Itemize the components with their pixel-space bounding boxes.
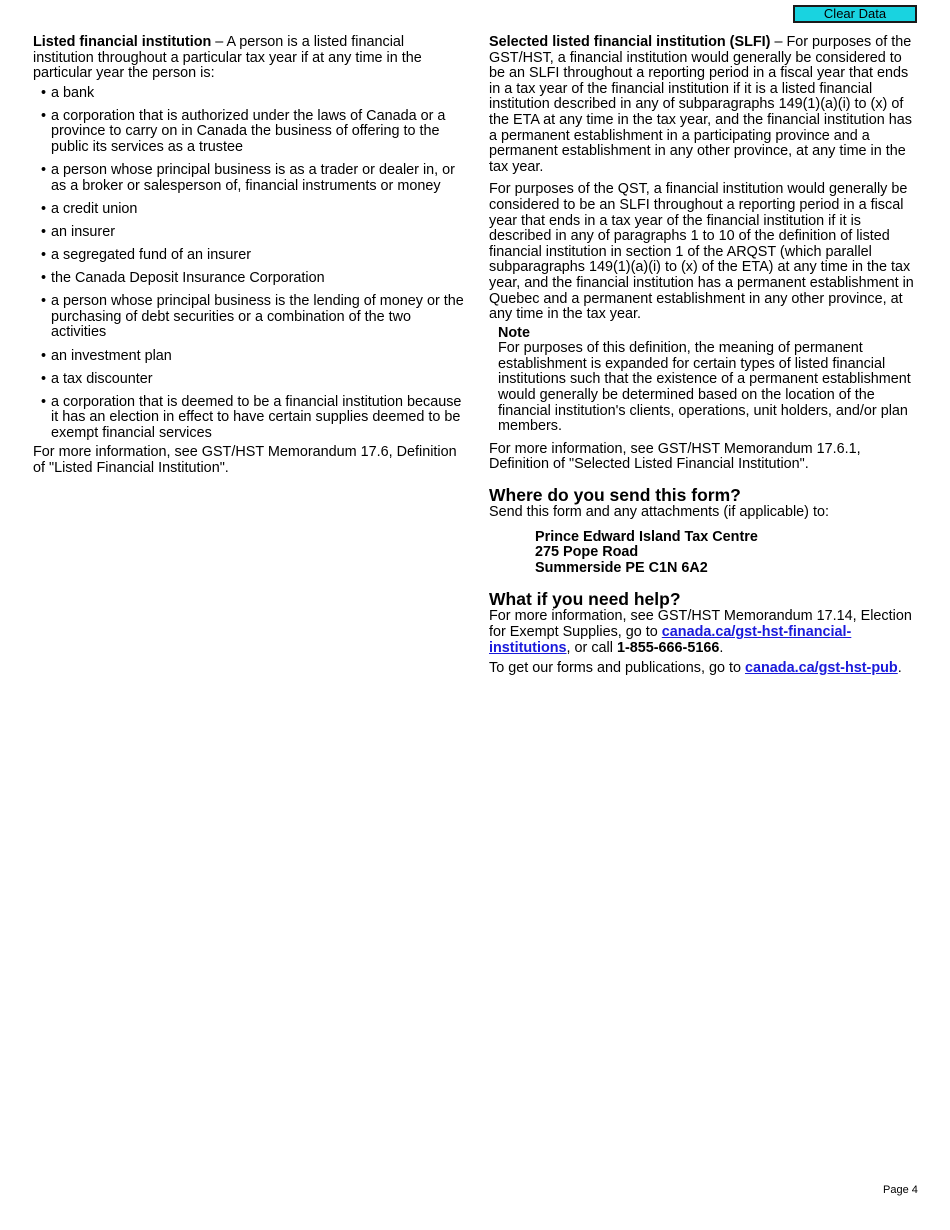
- financial-institutions-link[interactable]: canada.ca/gst-hst-financial-institutions: [489, 624, 852, 656]
- mailing-address: [535, 530, 921, 577]
- page-number: Page 4: [883, 1184, 918, 1196]
- help-phone: 1-855-666-5166: [616, 639, 720, 656]
- list-item: • a corporation that is deemed to be a financial institution because it has an election in effect to have certain supplies deemed to be exempt financial services: [41, 393, 462, 441]
- forms-publications-link[interactable]: canada.ca/gst-hst-pub: [744, 660, 898, 677]
- slfi-note: [498, 326, 921, 435]
- list-item: • the Canada Deposit Insurance Corporation: [41, 270, 325, 287]
- listed-fi-more-info: For more information, see GST/HST Memorandum 17.6, Definition of "Listed Financial Institution".: [33, 444, 457, 477]
- list-item: • a segregated fund of an insurer: [41, 247, 252, 264]
- clear-data-button[interactable]: Clear Data: [793, 5, 917, 23]
- slfi-definition: [489, 35, 921, 175]
- slfi-para-2: For purposes of the QST, a financial institution would generally be considered to be an SLFI throughout a reporting period in a fiscal year that ends in a tax year of the financial institution if it is described in any of paragraphs 1 to 10 of the definition of listed financial institution in section 1 of the ARQST (which parallel subparagraphs 149(1)(a)(i) to (x) of the ETA) at any time in the tax year, and the financial institution has a permanent establishment in Quebec and a permanent establishment in any other province, at any time in the tax year.: [489, 181, 914, 323]
- list-item: • a person whose principal business is the lending of money or the purchasing of debt securities or a combination of the two activities: [41, 293, 464, 341]
- right-column: [489, 35, 921, 677]
- list-item: • a person whose principal business is as a trader or dealer in, or as a broker or salesperson of, financial instruments or money: [41, 162, 455, 194]
- address-line: Summerside PE C1N 6A2: [535, 559, 708, 576]
- help-heading: What if you need help?: [489, 589, 681, 610]
- send-text: Send this form and any attachments (if applicable) to:: [489, 504, 829, 521]
- slfi-para-1: – For purposes of the GST/HST, a financial institution would generally be considered to be an SLFI throughout a reporting period in a fiscal year that ends in a tax year of the financial institution if it is a listed financial institution described in any of subparagraphs 149(1)(a)(i) to (x) of the ETA at any time in the tax year, and the financial institution has a permanent establishment in a participating province and a permanent establishment in any other province, at any time in the tax year.: [489, 34, 912, 175]
- slfi-term: Selected listed financial institution (SLFI): [489, 34, 771, 50]
- note-text: For purposes of this definition, the meaning of permanent establishment is expanded for certain types of listed financial institutions such that the existence of a permanent establishment would generally be determined based on the location of the financial institution's clients, operations, unit holders, and/or plan members.: [498, 340, 911, 435]
- list-item: • a tax discounter: [41, 370, 153, 387]
- address-line: Prince Edward Island Tax Centre: [535, 528, 758, 545]
- list-item: • a corporation that is authorized under the laws of Canada or a province to carry on in Canada the business of offering to the public its services as a trustee: [41, 107, 446, 156]
- slfi-more-info: For more information, see GST/HST Memorandum 17.6.1, Definition of "Selected Listed Financial Institution".: [489, 440, 861, 473]
- listed-fi-definition: [33, 35, 465, 82]
- listed-fi-list: [33, 86, 465, 442]
- address-line: 275 Pope Road: [535, 544, 639, 561]
- note-title: Note: [498, 324, 530, 341]
- list-item: • a bank: [41, 84, 95, 101]
- list-item: • an investment plan: [41, 347, 172, 364]
- forms-text: To get our forms and publications, go to canada.ca/gst-hst-pub.: [489, 660, 902, 677]
- list-item: • an insurer: [41, 223, 115, 240]
- send-heading: Where do you send this form?: [489, 485, 741, 506]
- listed-fi-intro: – A person is a listed financial institution throughout a particular tax year if at any time in the particular year the person is:: [33, 34, 422, 82]
- left-column: [33, 35, 465, 477]
- help-text: For more information, see GST/HST Memorandum 17.14, Election for Exempt Supplies, go to canada.ca/gst-hst-financial-institutions, or call 1-855-666-5166.: [489, 608, 912, 656]
- listed-fi-term: Listed financial institution: [33, 34, 212, 50]
- list-item: • a credit union: [41, 200, 138, 217]
